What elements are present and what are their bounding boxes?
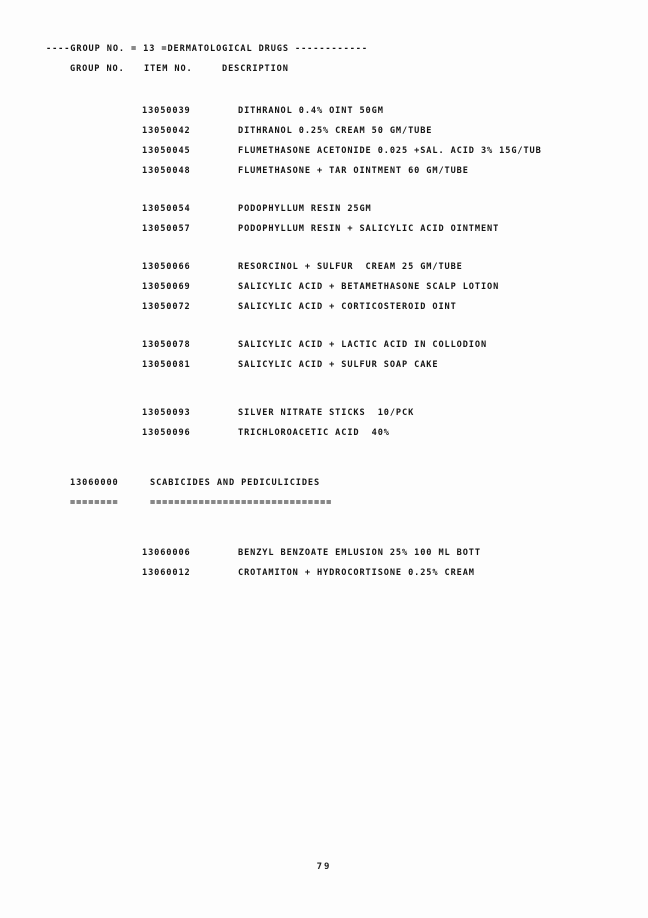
table-row bbox=[46, 121, 606, 141]
table-row bbox=[46, 403, 606, 423]
table-row bbox=[46, 563, 606, 583]
item-description: SILVER NITRATE STICKS 10/PCK bbox=[238, 408, 415, 418]
table-row bbox=[46, 141, 606, 161]
item-block bbox=[46, 543, 606, 583]
group-title: SCABICIDES AND PEDICULICIDES bbox=[150, 478, 321, 488]
item-description: FLUMETHASONE + TAR OINTMENT 60 GM/TUBE bbox=[238, 166, 469, 176]
column-header-group-no: GROUP NO. bbox=[70, 64, 125, 74]
rule-left: ======== bbox=[70, 498, 119, 508]
rule-right: ============================== bbox=[150, 498, 333, 508]
table-row bbox=[46, 335, 606, 355]
item-description: SALICYLIC ACID + BETAMETHASONE SCALP LOTION bbox=[238, 282, 500, 292]
item-description: BENZYL BENZOATE EMLUSION 25% 100 ML BOTT bbox=[238, 548, 481, 558]
item-no: 13050042 bbox=[142, 126, 191, 136]
item-description: PODOPHYLLUM RESIN 25GM bbox=[238, 204, 372, 214]
group-section-heading bbox=[46, 473, 606, 493]
item-no: 13050081 bbox=[142, 360, 191, 370]
table-row bbox=[46, 423, 606, 443]
item-description: DITHRANOL 0.25% CREAM 50 GM/TUBE bbox=[238, 126, 433, 136]
table-row bbox=[46, 355, 606, 375]
column-header-item-no: ITEM NO. bbox=[144, 64, 193, 74]
item-description: SALICYLIC ACID + LACTIC ACID IN COLLODION bbox=[238, 340, 488, 350]
item-no: 13050057 bbox=[142, 224, 191, 234]
item-no: 13050093 bbox=[142, 408, 191, 418]
item-no: 13050096 bbox=[142, 428, 191, 438]
table-row bbox=[46, 101, 606, 121]
item-block bbox=[46, 199, 606, 239]
group-code: 13060000 bbox=[70, 478, 119, 488]
item-no: 13050048 bbox=[142, 166, 191, 176]
group-section-rule bbox=[46, 493, 606, 513]
item-description: CROTAMITON + HYDROCORTISONE 0.25% CREAM bbox=[238, 568, 475, 578]
item-no: 13050072 bbox=[142, 302, 191, 312]
item-no: 13060012 bbox=[142, 568, 191, 578]
item-block bbox=[46, 257, 606, 317]
item-no: 13050069 bbox=[142, 282, 191, 292]
item-no: 13050066 bbox=[142, 262, 191, 272]
item-description: TRICHLOROACETIC ACID 40% bbox=[238, 428, 390, 438]
table-row bbox=[46, 161, 606, 181]
page-number: 79 bbox=[316, 862, 332, 872]
document-body bbox=[46, 44, 606, 583]
item-description: PODOPHYLLUM RESIN + SALICYLIC ACID OINTMENT bbox=[238, 224, 500, 234]
item-description: SALICYLIC ACID + CORTICOSTEROID OINT bbox=[238, 302, 457, 312]
item-no: 13050039 bbox=[142, 106, 191, 116]
column-header-description: DESCRIPTION bbox=[222, 64, 289, 74]
table-row bbox=[46, 257, 606, 277]
item-description: RESORCINOL + SULFUR CREAM 25 GM/TUBE bbox=[238, 262, 463, 272]
item-no: 13050078 bbox=[142, 340, 191, 350]
table-row bbox=[46, 277, 606, 297]
item-no: 13050045 bbox=[142, 146, 191, 156]
item-description: DITHRANOL 0.4% OINT 50GM bbox=[238, 106, 384, 116]
item-no: 13050054 bbox=[142, 204, 191, 214]
item-description: FLUMETHASONE ACETONIDE 0.025 +SAL. ACID 3% 15G/TUB bbox=[238, 146, 542, 156]
table-row bbox=[46, 297, 606, 317]
item-block bbox=[46, 335, 606, 375]
item-description: SALICYLIC ACID + SULFUR SOAP CAKE bbox=[238, 360, 439, 370]
table-row bbox=[46, 543, 606, 563]
item-no: 13060006 bbox=[142, 548, 191, 558]
table-row bbox=[46, 219, 606, 239]
item-block bbox=[46, 101, 606, 181]
table-row bbox=[46, 199, 606, 219]
item-block bbox=[46, 403, 606, 443]
column-headers bbox=[46, 64, 606, 75]
group-header-line: ----GROUP NO. = 13 =DERMATOLOGICAL DRUGS ------------ bbox=[46, 44, 368, 54]
